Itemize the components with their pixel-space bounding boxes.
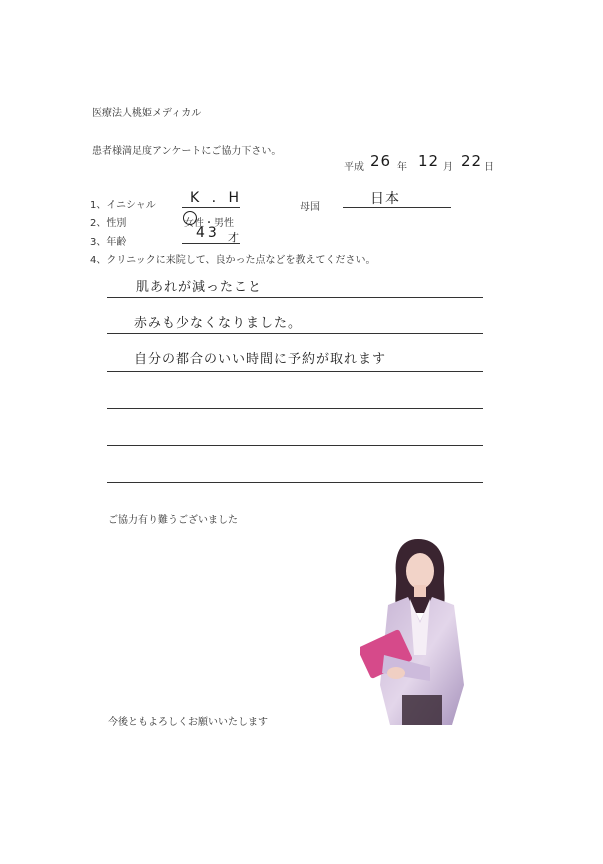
q1-underline [182, 207, 240, 208]
date-day: 22 [461, 152, 483, 170]
answer-rule-1 [107, 297, 483, 298]
q3-unit: 才 [228, 231, 240, 244]
comment-line-3: 自分の都合のいい時間に予約が取れます [134, 352, 387, 367]
q1-answer: K . H [190, 190, 244, 206]
q2-label: 2、性別 [90, 218, 127, 229]
date-year: 26 [370, 152, 392, 170]
clinic-name: 医療法人桃姫メディカル [92, 108, 202, 119]
country-label: 母国 [300, 202, 320, 213]
thanks-text: ご協力有り難うございました [108, 515, 238, 526]
country-answer: 日本 [370, 191, 400, 207]
country-underline [343, 207, 451, 208]
closing-text: 今後ともよろしくお願いいたします [108, 717, 268, 728]
date-month-unit: 月 [443, 162, 453, 173]
date-year-unit: 年 [397, 162, 407, 173]
answer-rule-3 [107, 371, 483, 372]
comment-line-2: 赤みも少なくなりました。 [134, 316, 303, 331]
comment-line-1: 肌あれが減ったこと [136, 280, 263, 295]
gender-circle-mark [183, 211, 197, 225]
answer-rule-4 [107, 408, 483, 409]
q3-underline [182, 243, 240, 244]
answer-rule-2 [107, 333, 483, 334]
q4-label: 4、クリニックに来院して、良かった点などを教えてください。 [90, 255, 376, 266]
survey-title: 患者様満足度アンケートにご協力下さい。 [92, 146, 282, 157]
date-month: 12 [418, 152, 440, 170]
answer-rule-5 [107, 445, 483, 446]
date-era: 平成 [344, 162, 364, 173]
woman-illustration [360, 535, 480, 725]
q2-options: 女性・男性 [184, 218, 234, 229]
answer-rule-6 [107, 482, 483, 483]
date-day-unit: 日 [484, 162, 494, 173]
q3-label: 3、年齢 [90, 237, 127, 248]
q3-answer: 43 [196, 225, 220, 241]
q1-label: 1、イニシャル [90, 200, 156, 211]
